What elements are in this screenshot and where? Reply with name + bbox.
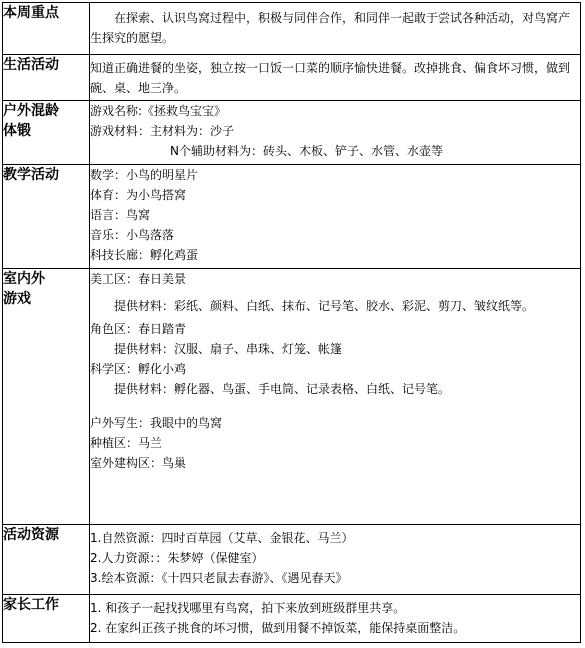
row-outdoor xyxy=(3,101,581,165)
life-text: 知道正确进餐的坐姿，独立按一口饭一口菜的顺序愉快进餐。改掉挑食、偏食坏习惯，做到碗、桌、地三净。 xyxy=(90,61,571,95)
teaching-item: 体育：为小鸟搭窝 xyxy=(90,188,187,202)
label-indoor-line2: 游戏 xyxy=(3,291,31,307)
outdoor-aux-material: N个辅助材料为：砖头、木板、铲子、水管、水壶等 xyxy=(170,144,443,158)
weekly-plan-table xyxy=(2,2,581,643)
content-focus xyxy=(90,3,581,55)
row-life xyxy=(3,55,581,101)
resource-item: 3.绘本资源：《十四只老鼠去春游》、《遇见春天》 xyxy=(90,571,348,585)
label-outdoor-line1: 户外混龄 xyxy=(3,103,59,119)
outdoor-game-name: 游戏名称:《拯救鸟宝宝》 xyxy=(90,104,227,118)
row-parents xyxy=(3,595,581,643)
label-focus: 本周重点 xyxy=(3,3,90,55)
indoor-role-materials: 提供材料：汉服、扇子、串珠、灯笼、帐篷 xyxy=(114,342,343,356)
teaching-item: 音乐：小鸟落落 xyxy=(90,228,175,242)
spacer xyxy=(90,399,580,413)
indoor-role-area: 角色区：春日踏青 xyxy=(90,322,187,336)
content-outdoor xyxy=(90,101,581,165)
indoor-science-area: 科学区：孵化小鸡 xyxy=(90,362,187,376)
resource-item: 2.人力资源：：朱梦婷（保健室） xyxy=(90,551,264,565)
content-indoor xyxy=(90,269,581,525)
label-teaching: 教学活动 xyxy=(3,165,90,269)
teaching-item: 科技长廊：孵化鸡蛋 xyxy=(90,248,199,262)
content-teaching xyxy=(90,165,581,269)
content-resources xyxy=(90,525,581,595)
teaching-item: 语言：鸟窝 xyxy=(90,208,151,222)
parent-item: 1. 和孩子一起找找哪里有鸟窝，拍下来放到班级群里共享。 xyxy=(90,601,406,615)
indoor-science-materials: 提供材料：孵化器、鸟蛋、手电筒、记录表格、白纸、记号笔。 xyxy=(114,382,451,396)
resource-item: 1.自然资源：四时百草园（艾草、金银花、马兰） xyxy=(90,531,354,545)
indoor-art-area: 美工区：春日美景 xyxy=(90,272,187,286)
indoor-planting: 种植区：马兰 xyxy=(90,436,163,450)
outdoor-main-material: 游戏材料：主材料为：沙子 xyxy=(90,124,235,138)
label-resources: 活动资源 xyxy=(3,525,90,595)
row-focus xyxy=(3,3,581,55)
label-indoor-line1: 室内外 xyxy=(3,271,45,287)
row-indoor xyxy=(3,269,581,525)
label-outdoor xyxy=(3,101,90,165)
indoor-art-materials: 提供材料：彩纸、颜料、白纸、抹布、记号笔、胶水、彩泥、剪刀、皱纹纸等。 xyxy=(114,299,535,313)
focus-text: 在探索、认识鸟窝过程中，积极与同伴合作，和同伴一起敢于尝试各种活动，对鸟窝产生探究的愿望。 xyxy=(90,11,571,45)
content-life xyxy=(90,55,581,101)
row-teaching xyxy=(3,165,581,269)
label-parents: 家长工作 xyxy=(3,595,90,643)
indoor-sketch: 户外写生：我眼中的鸟窝 xyxy=(90,416,223,430)
label-indoor xyxy=(3,269,90,525)
teaching-item: 数学：小鸟的明星片 xyxy=(90,168,199,182)
parent-item: 2. 在家纠正孩子挑食的坏习惯，做到用餐不掉饭菜，能保持桌面整洁。 xyxy=(90,621,466,635)
label-life: 生活活动 xyxy=(3,55,90,101)
indoor-building: 室外建构区：鸟巢 xyxy=(90,456,187,470)
label-outdoor-line2: 体锻 xyxy=(3,123,31,139)
row-resources xyxy=(3,525,581,595)
content-parents xyxy=(90,595,581,643)
